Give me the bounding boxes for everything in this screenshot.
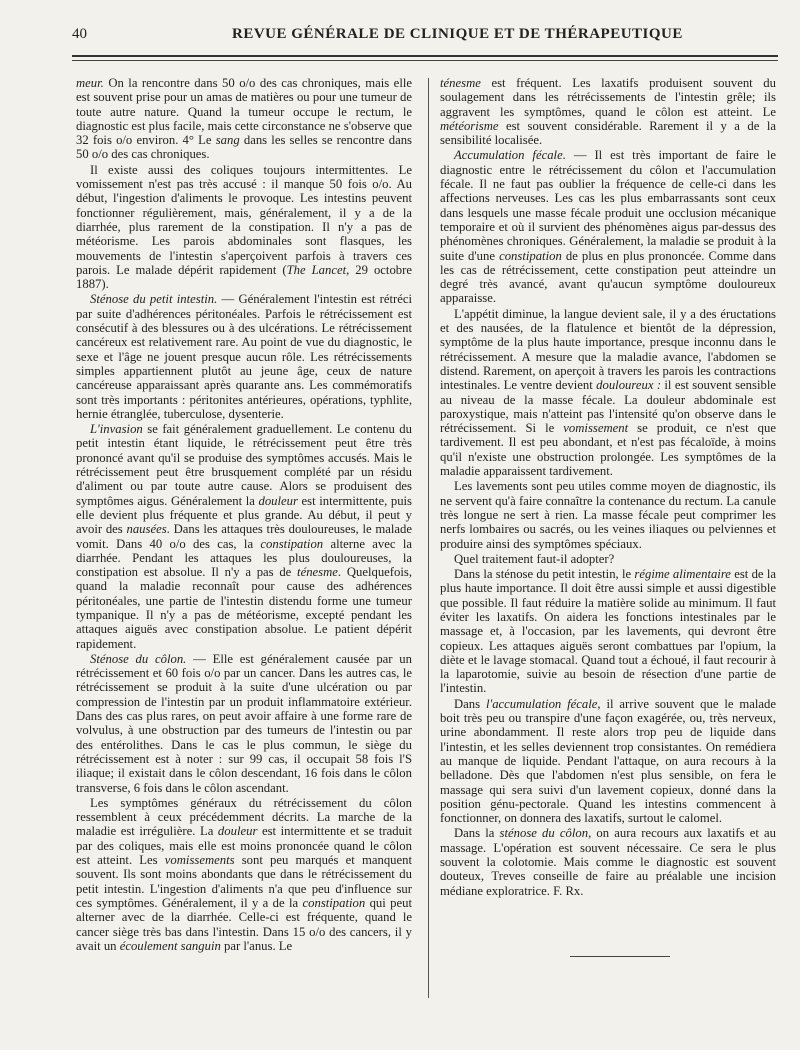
body-text: . Quelquefois, quand la maladie reconnaît pour cause des adhérences péritonéales, une partie de l'intestin distendu forme une tumeur tympanique. Il n'y a pas de météorisme, excepté pendant les attaques aiguës avec constipation absolue. Le patient dépérit rapidement.	[76, 565, 412, 651]
body-text: se produit, ce n'est que tardivement. Il est peu abondant, et n'est pas fécaloïde, à moins qu'il n'existe une obstruction prolongée. Les symptômes de la maladie apparaissent tardivement.	[440, 421, 776, 479]
running-title: REVUE GÉNÉRALE DE CLINIQUE ET DE THÉRAPEUTIQUE	[232, 26, 683, 42]
body-text: dans les selles se rencontre dans 50 o/o des cas chroniques.	[76, 133, 412, 162]
column-divider	[428, 78, 429, 998]
italic-text: météorisme	[440, 118, 499, 133]
paragraph	[76, 796, 412, 953]
italic-text: l'accumulation fécale,	[485, 696, 601, 711]
right-column	[440, 76, 776, 899]
body-text: Il existe aussi des coliques toujours intermittentes. Le vomissement n'est pas très accusé : il manque 50 fois o/o. Au début, l'ingestion d'aliments le provoque. Les intestins peuvent fonctionner régulièrement, mais, généralement, il y a de la diarrhée, plus rarement de la constipation. Il n'y a pas de météorisme. Les parois abdominales sont flasques, les mouvements de l'intestin s'aperçoivent parfois à travers ces parois. Le malade dépérit rapidement (	[76, 162, 412, 277]
paragraph	[76, 163, 412, 292]
body-text: Les lavements sont peu utiles comme moyen de diagnostic, ils ne servent qu'à faire connaître la contenance du rectum. La canule très longue ne sert à rien. La masse fécale peut comprimer les nerfs lombaires ou sacrés, ou les veines iliaques ou pelviennes et produire ainsi des symptômes spéciaux.	[440, 479, 776, 551]
body-text: est souvent considérable. Rarement il y a de la sensibilité localisée.	[440, 118, 776, 148]
paragraph	[76, 76, 412, 162]
body-text: — Elle est généralement causée par un rétrécissement et 60 fois o/o par un cancer. Dans les autres cas, le rétrécissement se produit à la suite d'une ulcération ou par compression de l'intestin par un produit inflammatoire extérieur. Dans des cas plus rares, on peut avoir affaire à une forme rare de volvulus, à une obstruction par des tumeurs de l'intestin ou par des entérolithes. Dans le cas le plus commun, le siège du rétrécissement est à noter : sur 99 cas, il occupait 58 fois l'S iliaque; il existait dans le côlon descendant, 16 fois dans le côlon transverse, 6 fois dans le côlon ascendant.	[76, 651, 412, 795]
paragraph	[440, 567, 776, 696]
body-text: — Généralement l'intestin est rétréci par suite d'adhérences péritonéales. Parfois le rétrécissement est consécutif à des blessures ou à des ulcérations. Le rétrécissement cancéreux est relativement rare. Au point de vue du diagnostic, le sexe et l'âge ne jouent presque aucun rôle. Les rétrécissements simples appartiennent plutôt au jeune âge, ceux de nature cancéreuse apparaissant après quarante ans. Les commémoratifs sont très importants : péritonites antérieures, opérations, typhlite, hernie étranglée, tuberculose, dysenterie.	[76, 292, 412, 421]
body-text: il arrive souvent que le malade boit très peu ou transpire d'une façon exagérée, ou, très nerveux, urine abondamment. Il reste alors trop peu de liquide dans l'intestin, et les selles deviennent trop consistantes. On remédiera au manque de liquide. Pendant l'attaque, on aura recours à la belladone. Dès que l'abdomen n'est plus sensible, on fera le massage qui sera suivi d'un lavement copieux, donné dans la position génu-pectorale. Quand les intestins commencent à fonctionner, on donnera des laxatifs, surtout le calomel.	[440, 696, 777, 826]
italic-text: meur.	[76, 76, 104, 90]
body-text: se fait généralement graduellement. Le contenu du petit intestin étant liquide, le rétrécissement peut être très prononcé avant qu'il se produise des symptômes accusés. Mais le rétrécissement peut être brusquement complété par un résidu d'aliment ou par toute autre cause. Alors se produisent des symptômes aigus. Généralement la	[76, 422, 412, 508]
italic-text: Accumulation fécale.	[454, 148, 566, 163]
header-rule-thin	[72, 60, 778, 61]
body-text: est intermittente, puis elle devient plus fréquente et plus grande. Au début, il peut y avoir des	[76, 493, 412, 537]
italic-text: Sténose du côlon.	[90, 651, 187, 666]
body-text: — Il est très important de faire le diagnostic entre le rétrécissement du côlon et l'accumulation fécale. Il ne faut pas oublier la fréquence de celle-ci dans les affections nerveuses. Les cas les plus embarrassants sont ceux dans lesquels une masse fécale produit une occlusion mécanique temporaire et où il survient des phénomènes aigus par-dessus des phénomènes chroniques. Généralement, la maladie se produit à la suite d'une	[440, 148, 776, 263]
paragraph	[440, 826, 776, 897]
body-text: qui peut alterner avec de la diarrhée. Celle-ci est fréquente, quand le cancer siège très bas dans l'intestin. Dans 15 o/o des cancers, il y avait un	[76, 895, 413, 953]
body-text: est fréquent. Les laxatifs produisent souvent du soulagement dans les rétrécissements de l'intestin grêle; ils aggravent les symptômes, quand le côlon est atteint. Le	[440, 76, 776, 119]
italic-text: douloureux :	[596, 378, 662, 393]
paragraph	[76, 652, 412, 795]
paragraph	[440, 148, 776, 305]
paragraph	[76, 422, 412, 651]
article-end-rule	[570, 956, 670, 957]
italic-text: sténose du côlon	[499, 826, 589, 841]
italic-text: sang	[215, 133, 240, 148]
italic-text: constipation	[302, 895, 366, 910]
italic-text: douleur	[258, 493, 298, 508]
body-text: Quel traitement faut-il adopter?	[454, 551, 615, 566]
body-text: L'appétit diminue, la langue devient sale, il y a des éructations et des nausées, de la flatulence et bientôt de la dépression, symptôme de la plus haute importance, presque inconnu dans le rétrécissement. A mesure que la maladie avance, l'abdomen se distend. Rarement, on aperçoit à travers les parois les contractions intestinales. Le ventre devient	[440, 306, 776, 393]
italic-text: écoulement sanguin	[119, 938, 221, 953]
page-number: 40	[72, 26, 87, 42]
body-text: est intermittente et se traduit par des coliques, mais elle est moins prononcée quand le côlon est atteint. Les	[76, 824, 412, 868]
italic-text: ténesme	[440, 76, 481, 90]
italic-text: The Lancet	[286, 262, 347, 277]
italic-text: vomissement	[563, 421, 629, 436]
body-text: alterne avec la diarrhée. Pendant les attaques les plus douloureuses, la constipation est absolue. Il n'y a pas de	[76, 536, 412, 580]
italic-text: L'invasion	[90, 422, 143, 437]
italic-text: Sténose du petit intestin.	[90, 292, 218, 307]
header-rule	[72, 55, 778, 57]
left-column	[76, 76, 412, 954]
italic-text: vomissements	[164, 853, 235, 868]
italic-text: constipation	[260, 536, 324, 551]
body-text: Les symptômes généraux du rétrécissement du côlon ressemblent à ceux précédemment décrits. La marche de la maladie est irrégulière. La	[76, 795, 412, 839]
italic-text: douleur	[217, 824, 258, 839]
body-text: est de la plus haute importance. Il doit être aussi simple et aussi digestible que possible. Il faut réduire la matière solide au minimum. Il faut éviter les laxatifs. On aidera les fonctions intestinales par le massage et, à l'occasion, par les lavements, qui devront être copieux. Les attaques aiguës seront combattues par l'opium, la diète et le lavage stomacal. Quand tout a échoué, il faut recourir à la laparotomie, suivie au besoin de résection d'une partie de l'intestin.	[440, 567, 776, 696]
paragraph	[440, 552, 776, 566]
italic-text: constipation	[499, 248, 562, 263]
body-text: , on aura recours aux laxatifs et au massage. L'opération est souvent nécessaire. Ce sera le plus souvent la colotomie. Mais comme le diagnostic est souvent douteux, Treves conseille de faire au préalable une incision médiane exploratrice. F. Rx.	[440, 826, 777, 898]
body-text: On la rencontre dans 50 o/o des cas chroniques, mais elle est souvent prise pour un amas de matières ou pour une tumeur de toute autre nature. Quand la tumeur occupe le rectum, le diagnostic est plus facile, mais cette circonstance ne s'observe que 32 fois o/o environ. 4° Le	[76, 76, 412, 148]
paragraph	[440, 76, 776, 147]
body-text: Dans	[454, 696, 486, 711]
paragraph	[440, 479, 776, 550]
body-text: sont peu marqués et manquent souvent. Ils sont moins abondants que dans le rétrécissement du petit intestin. L'ingestion d'aliments n'a que peu d'influence sur ces symptômes. Généralement, il y a de la	[76, 853, 413, 910]
body-text: Dans la sténose du petit intestin, le	[454, 567, 635, 582]
body-text: Dans la	[454, 826, 500, 841]
italic-text: régime alimentaire	[634, 567, 731, 582]
body-text: , 29 octobre 1887).	[76, 262, 412, 292]
body-text: par l'anus. Le	[220, 938, 293, 953]
body-text: il est souvent sensible au niveau de la masse fécale. La douleur abdominale est paroxystique, mais n'atteint pas l'intensité qu'on observe dans le rétrécissement. Si le	[440, 378, 776, 436]
paragraph	[440, 697, 776, 826]
italic-text: ténesme	[297, 565, 338, 580]
italic-text: nausées	[126, 522, 167, 537]
body-text: . Dans les attaques très douloureuses, le malade vomit. Dans 40 o/o des cas, la	[76, 522, 413, 551]
paragraph	[76, 292, 412, 421]
paragraph	[440, 307, 776, 479]
body-text: de plus en plus prononcée. Comme dans les cas de rétrécissement, cette constipation peut atteindre un degré très avancé, avant qu'aucun symptôme douloureux apparaisse.	[440, 248, 776, 306]
